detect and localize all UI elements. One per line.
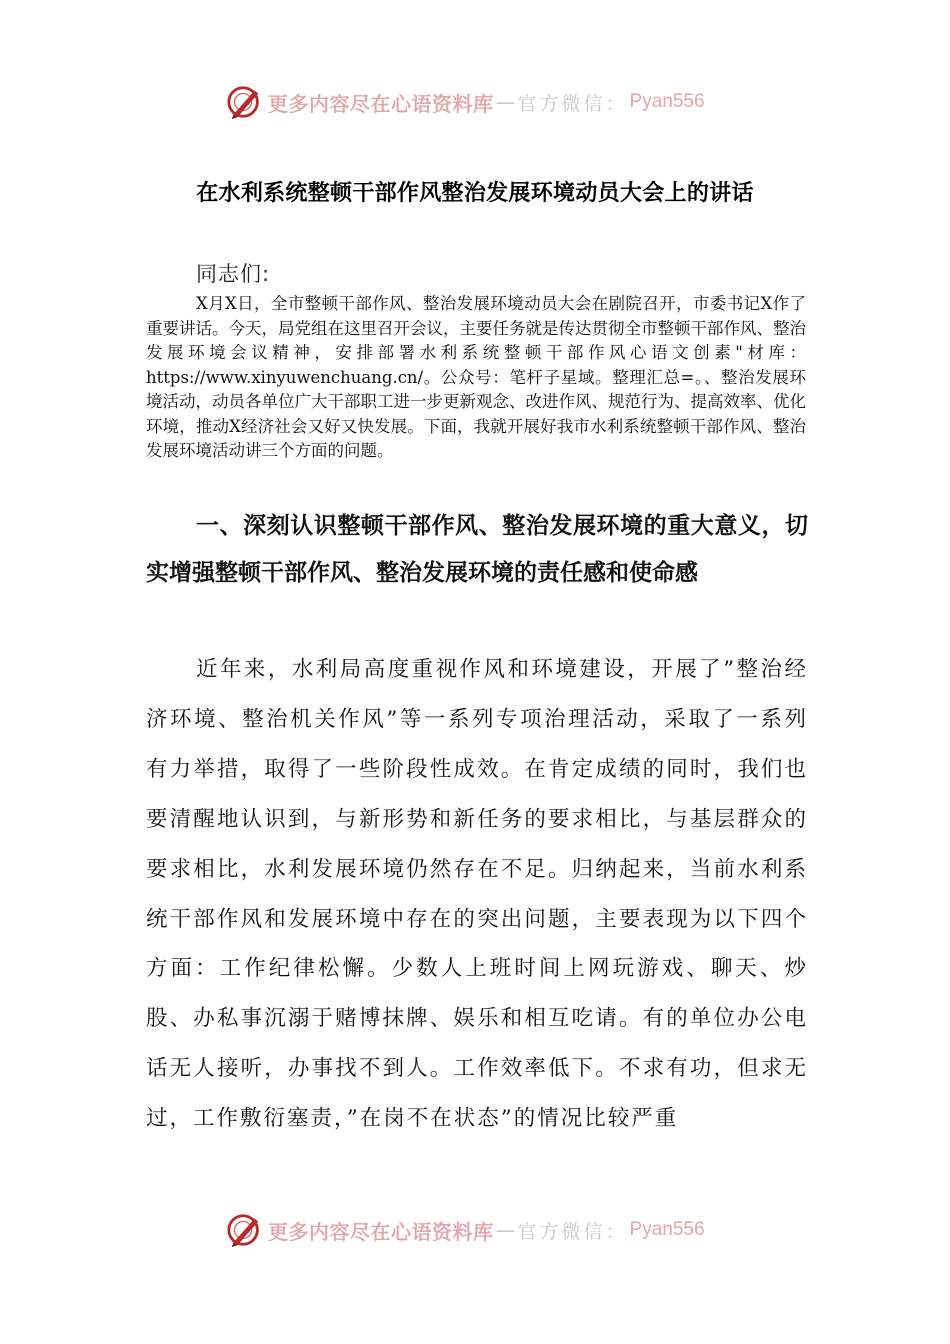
pen-circle-logo-icon (226, 1211, 264, 1249)
salutation: 同志们: (196, 262, 271, 286)
watermark-main-text: 更多内容尽在心语资料库 (268, 1219, 494, 1244)
watermark-wechat-id: Pyan556 (629, 1219, 705, 1240)
watermark-dash: — (495, 1218, 516, 1242)
watermark-dash: — (495, 90, 516, 114)
watermark-footer (226, 1210, 705, 1250)
watermark-sub-text: 官方微信： (517, 92, 628, 115)
watermark-header (226, 82, 705, 122)
body-paragraph: 近年来，水利局高度重视作风和环境建设，开展了”整治经济环境、整治机关作风”等一系列专项治理活动，采取了一系列有力举措，取得了一些阶段性成效。在肯定成绩的同时，我们也要清醒地认识到，与新形势和新任务的要求相比，与基层群众的要求相比，水利发展环境仍然存在不足。归纳起来，当前水利系统干部作风和发展环境中存在的突出问题，主要表现为以下四个方面：工作纪律松懈。少数人上班时间上网玩游戏、聊天、炒股、办私事沉溺于赌博抹牌、娱乐和相互吃请。有的单位办公电话无人接听，办事找不到人。工作效率低下。不求有功，但求无过，工作敷衍塞责，”在岗不在状态”的情况比较严重 (146, 657, 808, 1132)
watermark-sub-text: 官方微信： (517, 1220, 628, 1243)
section-heading: 一、深刻认识整顿干部作风、整治发展环境的重大意义，切实增强整顿干部作风、整治发展环境的责任感和使命感 (146, 513, 808, 586)
document-title: 在水利系统整顿干部作风整治发展环境动员大会上的讲话 (196, 180, 754, 206)
pen-circle-logo-icon (226, 83, 264, 121)
watermark-wechat-id: Pyan556 (629, 91, 705, 112)
intro-paragraph: X月X日，全市整顿干部作风、整治发展环境动员大会在剧院召开，市委书记X作了重要讲话。今天，局党组在这里召开会议，主要任务就是传达贯彻全市整顿干部作风、整治发展环境会议精神，安排部署水利系统整顿干部作风心语文创素"材库：https://www.xinyuwenchuang.cn/。公众号：笔杆子星域。整理汇总=。、整治发展环境活动，动员各单位广大干部职工进一步更新观念、改进作风、规范行为、提高效率、优化环境，推动X经济社会又好又快发展。下面，我就开展好我市水利系统整顿干部作风、整治发展环境活动讲三个方面的问题。 (146, 294, 806, 460)
watermark-main-text: 更多内容尽在心语资料库 (268, 91, 494, 116)
